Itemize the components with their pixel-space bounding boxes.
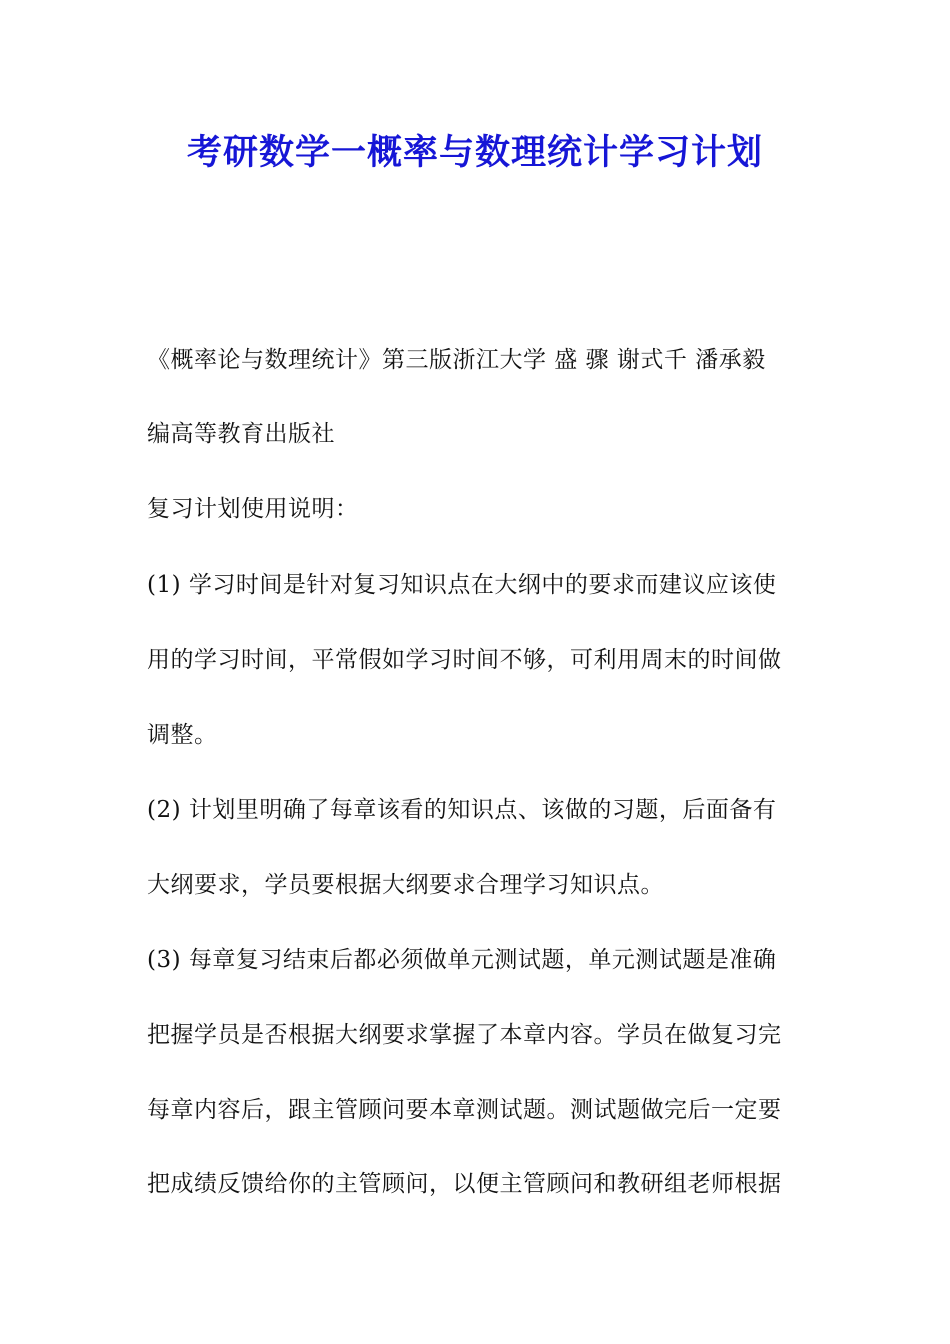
text-line: 每章内容后，跟主管顾问要本章测试题。测试题做完后一定要 <box>147 1097 782 1123</box>
text-line: 用的学习时间，平常假如学习时间不够，可利用周末的时间做 <box>147 647 782 673</box>
text-line: 编高等教育出版社 <box>147 421 335 447</box>
text-line: 调整。 <box>147 722 218 748</box>
text-line: 把成绩反馈给你的主管顾问，以便主管顾问和教研组老师根据 <box>147 1171 782 1197</box>
text-line: 复习计划使用说明： <box>147 496 359 522</box>
text-line: (3) 每章复习结束后都必须做单元测试题，单元测试题是准确 <box>147 947 777 973</box>
text-line: 把握学员是否根据大纲要求掌握了本章内容。学员在做复习完 <box>147 1022 782 1048</box>
text-line: (1) 学习时间是针对复习知识点在大纲中的要求而建议应该使 <box>147 572 777 598</box>
document-title: 考研数学一概率与数理统计学习计划 <box>186 133 763 173</box>
text-line: 《概率论与数理统计》第三版浙江大学 盛 骤 谢式千 潘承毅 <box>147 347 766 373</box>
text-line: 大纲要求，学员要根据大纲要求合理学习知识点。 <box>147 872 664 898</box>
text-line: (2) 计划里明确了每章该看的知识点、该做的习题，后面备有 <box>147 797 777 823</box>
